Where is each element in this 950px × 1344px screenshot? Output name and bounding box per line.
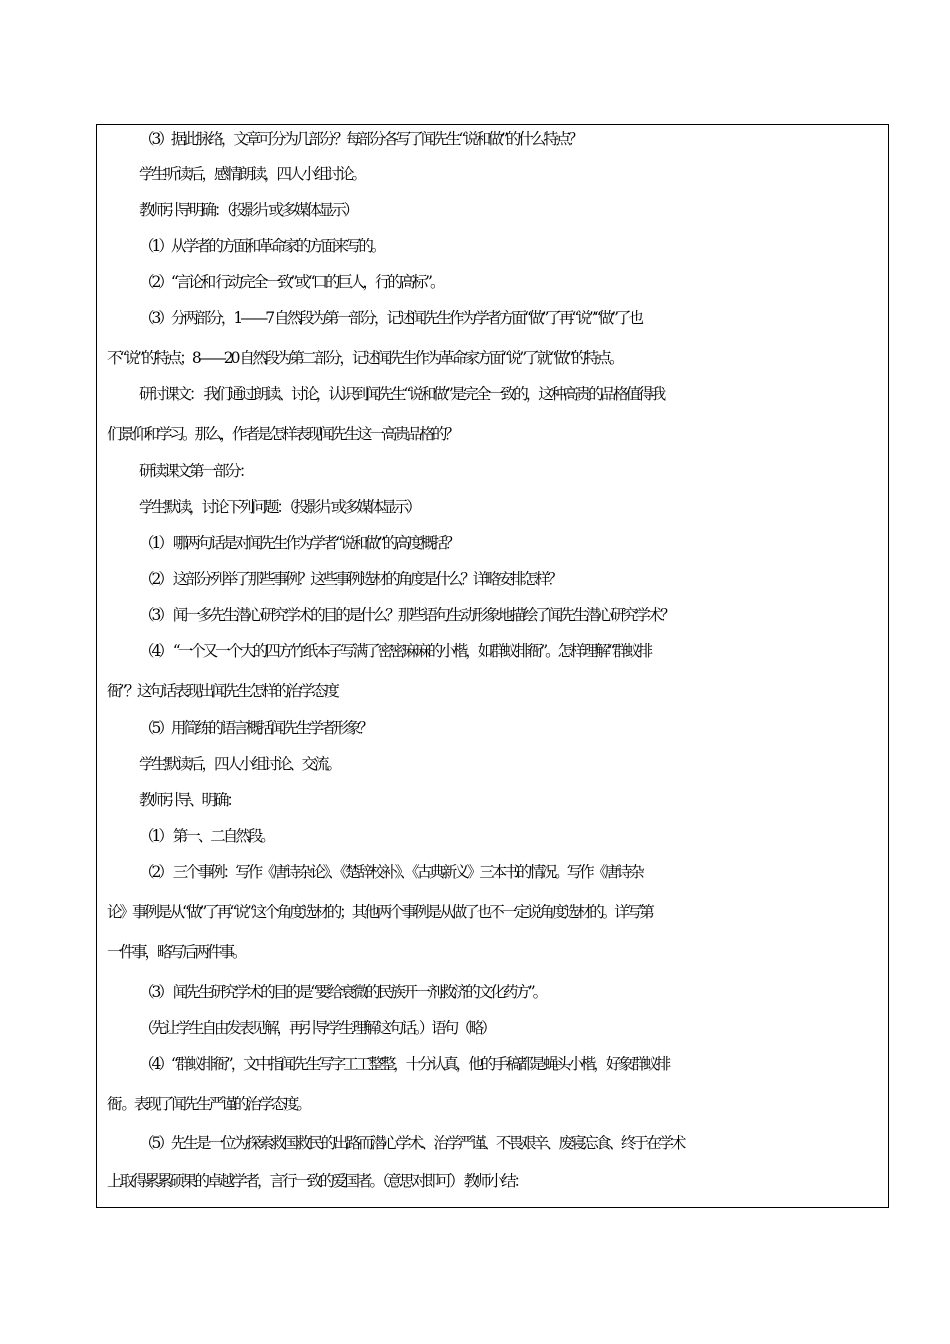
text-line: （3） 闻先生研究学术的目的是“要给衰微的民族开一剂救济的文化药方”。 bbox=[139, 983, 546, 1001]
text-line: 学生默读，讨论下列问题：（投影片或多媒体显示） bbox=[139, 498, 419, 516]
text-line: 上取得累累硕果的卓越学者，言行一致的爱国者。（意思对即可） 教师小结： bbox=[107, 1172, 527, 1190]
text-line: 教师引导、明确： bbox=[139, 791, 240, 809]
text-line: （2）“言论和 行动完全一致”或“口的巨人，行的高标”。 bbox=[139, 273, 443, 291]
text-line: 学生默读后，四人小组讨论、交流。 bbox=[139, 755, 340, 773]
text-line: （1） 第一、二自然段。 bbox=[139, 827, 273, 845]
text-line: 研讨课文： 我们通过朗读、讨论，认识到闻先生“说和做”是完全一致的，这种高贵的品格值得我 bbox=[139, 385, 664, 403]
text-line: （5）先生是一位为探索救国救民的出路而潜心学术、治学严谨、不畏艰辛、废寝忘食、终于在学术 bbox=[139, 1134, 684, 1152]
text-line: 学生听读后，感情朗读，四人小组讨论。 bbox=[139, 165, 365, 183]
text-line: （4）“群蚁排衙”，文中指闻先生写字工工整整，十分认真，他的手稿都是蝇头小楷，好象群蚁排 bbox=[139, 1055, 669, 1073]
text-line: （5）用简练的语言概括闻先生学者形象？ bbox=[139, 719, 371, 737]
text-line: （先让学生自由发表见解，再引导学生理解这句话。）语句（略） bbox=[139, 1019, 494, 1037]
text-line: （3） 闻一多先生潜心研究学术的目的是什么？那些语句生动形象地描绘了闻先生潜心研究学术？ bbox=[139, 606, 673, 624]
text-line: 衙 。表现了闻先生严谨的治学态度。 bbox=[107, 1095, 309, 1113]
text-line: 不“说”的特点；8——20 自然段为第二部分，记述闻先生作为革命家方面“说”了就“做”的特点。 bbox=[107, 349, 622, 367]
text-line: 衙”？这句话表现出闻先生怎样的治学态度 bbox=[107, 682, 337, 700]
text-line: 研读课文第一部分： bbox=[139, 462, 252, 480]
text-line: （3）分两部分，1——7 自然段为第一部分，记述闻先生作为学者方面“做”了再“说”“做”了也 bbox=[139, 309, 642, 327]
content-table-cell bbox=[96, 124, 889, 1208]
text-line: 论》事例是从“做”了再“说”这个角度选材的；其他两个事例是从做了也不一定说角度选材的。详写第 bbox=[107, 903, 652, 921]
text-line: （4） “一个又一个大的四方竹纸本子写满了密密麻麻的小楷，如群蚁排衙”。怎样理解“群蚁排 bbox=[139, 642, 651, 660]
text-line: （3）据此脉络，文章可分为几部分？每部分各写了闻先生“说和做”的什么特点？ bbox=[139, 130, 581, 148]
text-line: （2） 这部分列举了那些事例？这些事例选材的角度是什么？详略安排怎样？ bbox=[139, 570, 561, 588]
text-line: （2） 三个事例：写作《唐诗杂论》、《楚辞校补》、《古典新义》三本书的情况。写作《唐诗杂 bbox=[139, 863, 642, 881]
text-line: 们景仰和学习。那么，作者是怎样表现闻先生这一高贵品格的？ bbox=[107, 425, 458, 443]
text-line: （1）从学者的方面和革命家的方面来写的。 bbox=[139, 237, 384, 255]
text-line: 教师引导明确：（投影片或多媒体显示） bbox=[139, 201, 357, 219]
text-line: 一件事，略写后两件事。 bbox=[107, 943, 245, 961]
text-line: （1） 哪两句话是对闻先生作为学者“说和做”的高度概括？ bbox=[139, 534, 458, 552]
